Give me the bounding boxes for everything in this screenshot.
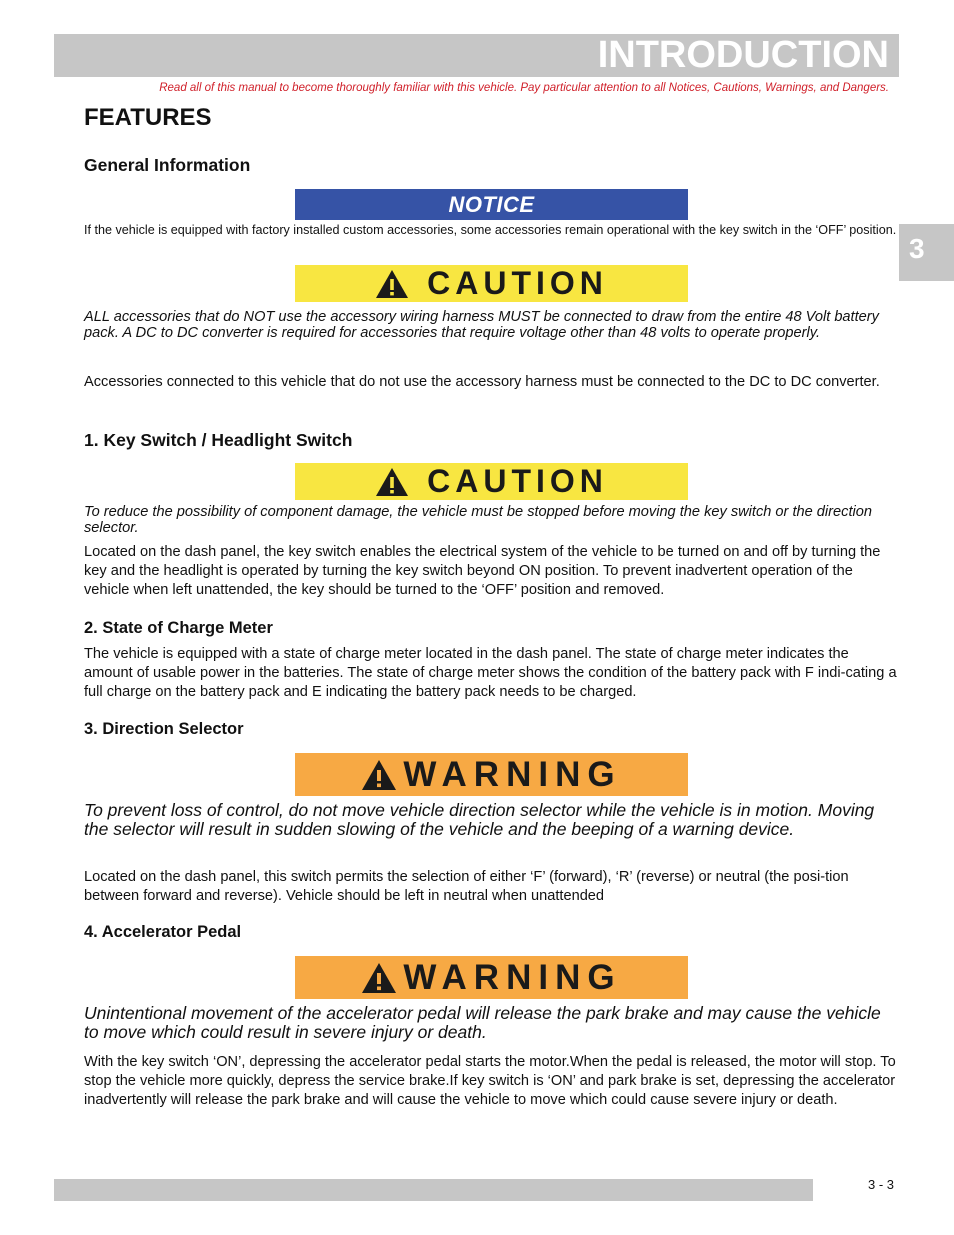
- caution-label: CAUTION: [427, 265, 608, 301]
- warning-triangle-icon: [361, 759, 397, 791]
- warning-text: To prevent loss of control, do not move vehicle direction selector while the vehicle is in motion. Moving the selector will result in sudden slowing of the vehicle and the beeping of a warning device.: [84, 800, 875, 839]
- footer-bar: [54, 1179, 813, 1201]
- heading-accelerator-pedal: 4. Accelerator Pedal: [84, 923, 242, 941]
- warning-banner: [295, 956, 688, 999]
- notice-banner: [295, 189, 688, 220]
- header-bar: [54, 34, 899, 77]
- caution-text: To reduce the possibility of component damage, the vehicle must be stopped before moving the key switch or the direction selector.: [84, 504, 872, 536]
- warning-triangle-icon: [361, 962, 397, 994]
- chapter-tab: [899, 224, 954, 281]
- heading-key-switch: 1. Key Switch / Headlight Switch: [84, 430, 353, 450]
- direction-selector-body-text: Located on the dash panel, this switch permits the selection of either ‘F’ (forward), ‘R’ (reverse) or neutral (the posi-tion between forward and reverse). Vehicle should be left in neutral when unattended: [84, 869, 849, 904]
- caution-text: ALL accessories that do NOT use the accessory wiring harness MUST be connected to draw from the entire 48 Volt battery pack. A DC to DC converter is required for accessories that require voltage other than 48 volts to operate properly.: [84, 309, 879, 341]
- chapter-number: 3: [909, 233, 925, 264]
- heading-state-of-charge: 2. State of Charge Meter: [84, 619, 273, 637]
- notice-label: NOTICE: [448, 191, 535, 217]
- caution-label: CAUTION: [427, 463, 608, 499]
- warning-triangle-icon: [375, 269, 409, 299]
- caution-banner: [295, 265, 688, 302]
- warning-text: Unintentional movement of the accelerator pedal will release the park brake and may cause the vehicle to move which could result in severe injury or death.: [84, 1003, 881, 1042]
- warning-label: WARNING: [403, 754, 622, 794]
- accelerator-body-text: With the key switch ‘ON’, depressing the accelerator pedal starts the motor.When the pedal is released, the motor will stop. To stop the vehicle more quickly, depress the service brake.If key switch is ‘ON’ and park brake is set, depressing the accelerator inadvertently will release the park brake and will cause the vehicle to move which could cause severe injury or death.: [84, 1054, 896, 1108]
- warning-banner: [295, 753, 688, 796]
- warning-label: WARNING: [403, 957, 622, 997]
- charge-meter-body-text: The vehicle is equipped with a state of charge meter located in the dash panel. The state of charge meter indicates the amount of usable power in the batteries. The state of charge meter shows the condition of the battery pack with F indi-cating a full charge on the battery pack and E indicating the battery pack needs to be charged.: [84, 646, 897, 700]
- key-switch-body-text: Located on the dash panel, the key switch enables the electrical system of the vehicle to be turned on and off by turning the key and the headlight is operated by turning the key switch beyond ON position. To prevent inadvertent operation of the vehicle when left unattended, the key should be turned to the ‘OFF’ position and removed.: [84, 544, 881, 598]
- notice-text: If the vehicle is equipped with factory installed custom accessories, some accessories remain operational with the key switch in the ‘OFF’ position.: [84, 223, 897, 237]
- page-title: INTRODUCTION: [597, 34, 889, 76]
- page-number: 3 - 3: [868, 1177, 895, 1192]
- heading-general-information: General Information: [84, 155, 251, 175]
- caution-banner: [295, 463, 688, 500]
- section-title: FEATURES: [84, 104, 212, 131]
- warning-triangle-icon: [375, 467, 409, 497]
- intro-note: Read all of this manual to become thoroughly familiar with this vehicle. Pay particular attention to all Notices, Cautions, Warnings, and Dangers.: [159, 82, 889, 94]
- general-body-text: Accessories connected to this vehicle that do not use the accessory harness must be connected to the DC to DC converter.: [84, 374, 880, 390]
- heading-direction-selector: 3. Direction Selector: [84, 720, 244, 738]
